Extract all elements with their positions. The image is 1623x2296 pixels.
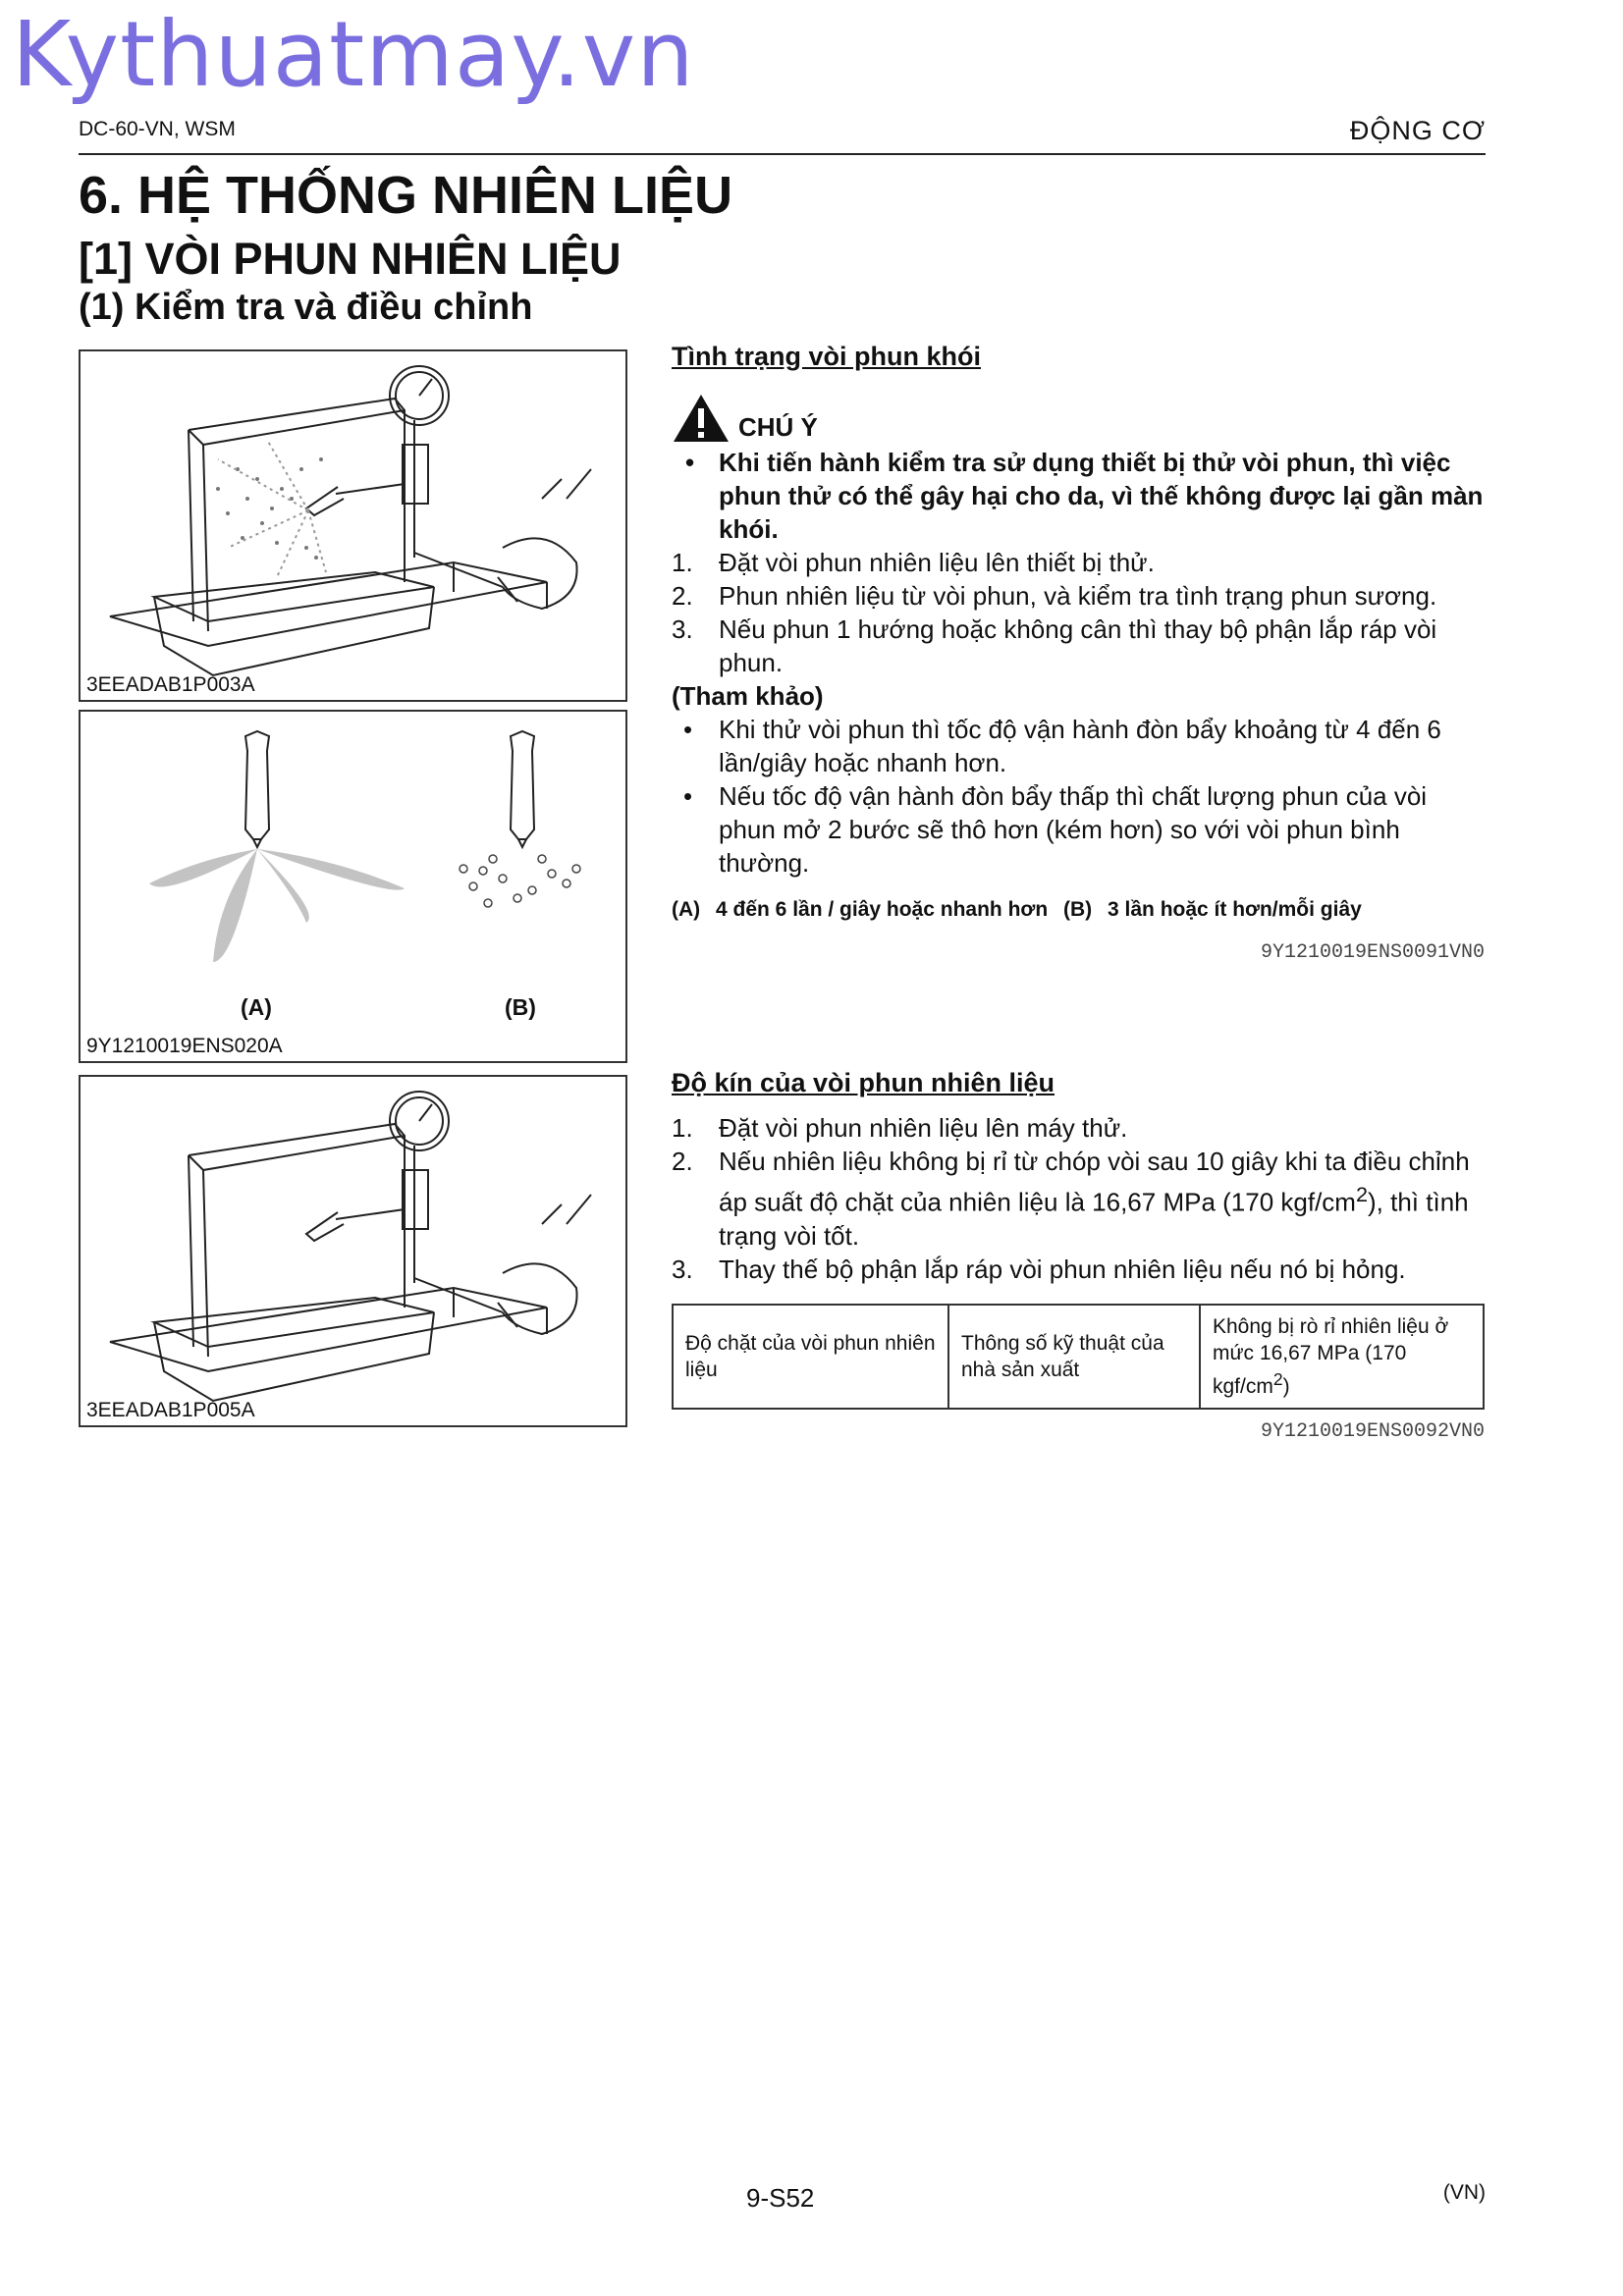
step-number: 3.: [672, 1254, 693, 1284]
superscript: 2: [1355, 1182, 1369, 1206]
legend-text-a: 4 đến 6 lần / giây hoặc nhanh hơn: [716, 898, 1049, 921]
bullet: •: [683, 715, 693, 744]
section-nozzle-tightness-body: [672, 1111, 1485, 1449]
bullet: •: [683, 781, 693, 811]
figure-spray-patterns: [79, 710, 627, 1063]
spec-value-text: Không bị rò rỉ nhiên liệu ở mức 16,67 MPa (170 kgf/cm: [1213, 1314, 1449, 1398]
step-number: 1.: [672, 548, 693, 577]
step-number: 2.: [672, 1147, 693, 1176]
header-rule: [79, 153, 1486, 155]
chapter-title: 6. HỆ THỐNG NHIÊN LIỆU: [79, 166, 733, 225]
spec-source-cell: Thông số kỹ thuật của nhà sản xuất: [948, 1305, 1200, 1409]
reference-item: [672, 779, 1485, 880]
language-code: (VN): [1442, 2181, 1486, 2204]
section-nozzle-tightness-title: Độ kín của vòi phun nhiên liệu: [672, 1068, 1055, 1097]
tester-spray-illustration: [81, 351, 625, 700]
section-title: [1] VÒI PHUN NHIÊN LIỆU: [79, 234, 622, 284]
caution-label: CHÚ Ý: [738, 412, 818, 442]
step-item: [672, 613, 1485, 679]
step-item: [672, 1253, 1485, 1286]
section-spray-condition-title: Tình trạng vòi phun khói: [672, 342, 981, 371]
step-text: Nếu phun 1 hướng hoặc không cân thì thay bộ phận lắp ráp vòi phun.: [719, 614, 1437, 677]
figure-legend: [672, 893, 1485, 927]
reference-text: Nếu tốc độ vận hành đòn bẩy thấp thì chất lượng phun của vòi phun mở 2 bước sẽ thô hơn (kém hơn) so với vòi phun bình thường.: [719, 781, 1428, 878]
table-row: [673, 1305, 1484, 1409]
section-code: 9Y1210019ENS0091VN0: [1260, 941, 1485, 964]
warning-icon: [672, 393, 730, 444]
legend-text-b: 3 lần hoặc ít hơn/mỗi giây: [1108, 898, 1362, 921]
pattern-label-b: (B): [505, 994, 536, 1020]
spec-table: [672, 1304, 1485, 1410]
figure-code: 3EEADAB1P003A: [86, 673, 255, 696]
step-item: [672, 1145, 1485, 1253]
step-text: Thay thế bộ phận lắp ráp vòi phun nhiên liệu nếu nó bị hỏng.: [719, 1254, 1406, 1284]
bullet: •: [685, 448, 695, 477]
legend-key-b: (B): [1063, 898, 1093, 921]
step-text: Nếu nhiên liệu không bị rỉ từ chóp vòi sau 10 giây khi ta điều chỉnh áp suất độ chặt của nhiên liệu là 16,67 MPa (170 kgf/cm: [719, 1147, 1470, 1217]
reference-text: Khi thử vòi phun thì tốc độ vận hành đòn bẩy khoảng từ 4 đến 6 lần/giây hoặc nhanh hơn.: [719, 715, 1441, 777]
step-text: Đặt vòi phun nhiên liệu lên thiết bị thử.: [719, 548, 1155, 577]
page-number: 9-S52: [746, 2183, 815, 2213]
figure-code: 3EEADAB1P005A: [86, 1399, 255, 1421]
spray-pattern-illustration: [81, 712, 625, 1061]
spec-name-cell: Độ chặt của vòi phun nhiên liệu: [673, 1305, 948, 1409]
header-doc-code: DC-60-VN, WSM: [79, 118, 236, 140]
header-section-name: ĐỘNG CƠ: [1349, 116, 1486, 145]
step-number: 2.: [672, 581, 693, 611]
caution-header: [672, 393, 1485, 444]
pattern-label-a: (A): [241, 994, 272, 1020]
section-spray-condition-body: [672, 393, 1485, 970]
figure-nozzle-tester-spray: [79, 349, 627, 702]
step-number: 1.: [672, 1113, 693, 1143]
figure-code: 9Y1210019ENS020A: [86, 1035, 283, 1057]
superscript: 2: [1272, 1368, 1283, 1389]
step-text: Đặt vòi phun nhiên liệu lên máy thử.: [719, 1113, 1128, 1143]
subsection-title: (1) Kiểm tra và điều chỉnh: [79, 287, 533, 328]
step-number: 3.: [672, 614, 693, 644]
spec-value-cell: [1200, 1305, 1484, 1409]
reference-title: (Tham khảo): [672, 681, 824, 711]
watermark-logo: Kythuatmay.vn: [12, 2, 695, 107]
reference-item: [672, 713, 1485, 779]
spec-value-end: ): [1282, 1374, 1290, 1398]
step-text: Phun nhiên liệu từ vòi phun, và kiểm tra tình trạng phun sương.: [719, 581, 1437, 611]
caution-text: Khi tiến hành kiểm tra sử dụng thiết bị thử vòi phun, thì việc phun thử có thể gây hại cho da, vì thế không được lại gần màn khói.: [719, 448, 1484, 544]
legend-key-a: (A): [672, 898, 701, 921]
caution-item: [672, 446, 1485, 546]
section-code: 9Y1210019ENS0092VN0: [1260, 1419, 1485, 1443]
step-item: [672, 1111, 1485, 1145]
step-text-end: ), thì tình trạng vòi tốt.: [719, 1187, 1469, 1251]
tester-leak-illustration: [81, 1077, 625, 1425]
step-item: [672, 546, 1485, 579]
figure-nozzle-tester-leak: [79, 1075, 627, 1427]
step-item: [672, 579, 1485, 613]
